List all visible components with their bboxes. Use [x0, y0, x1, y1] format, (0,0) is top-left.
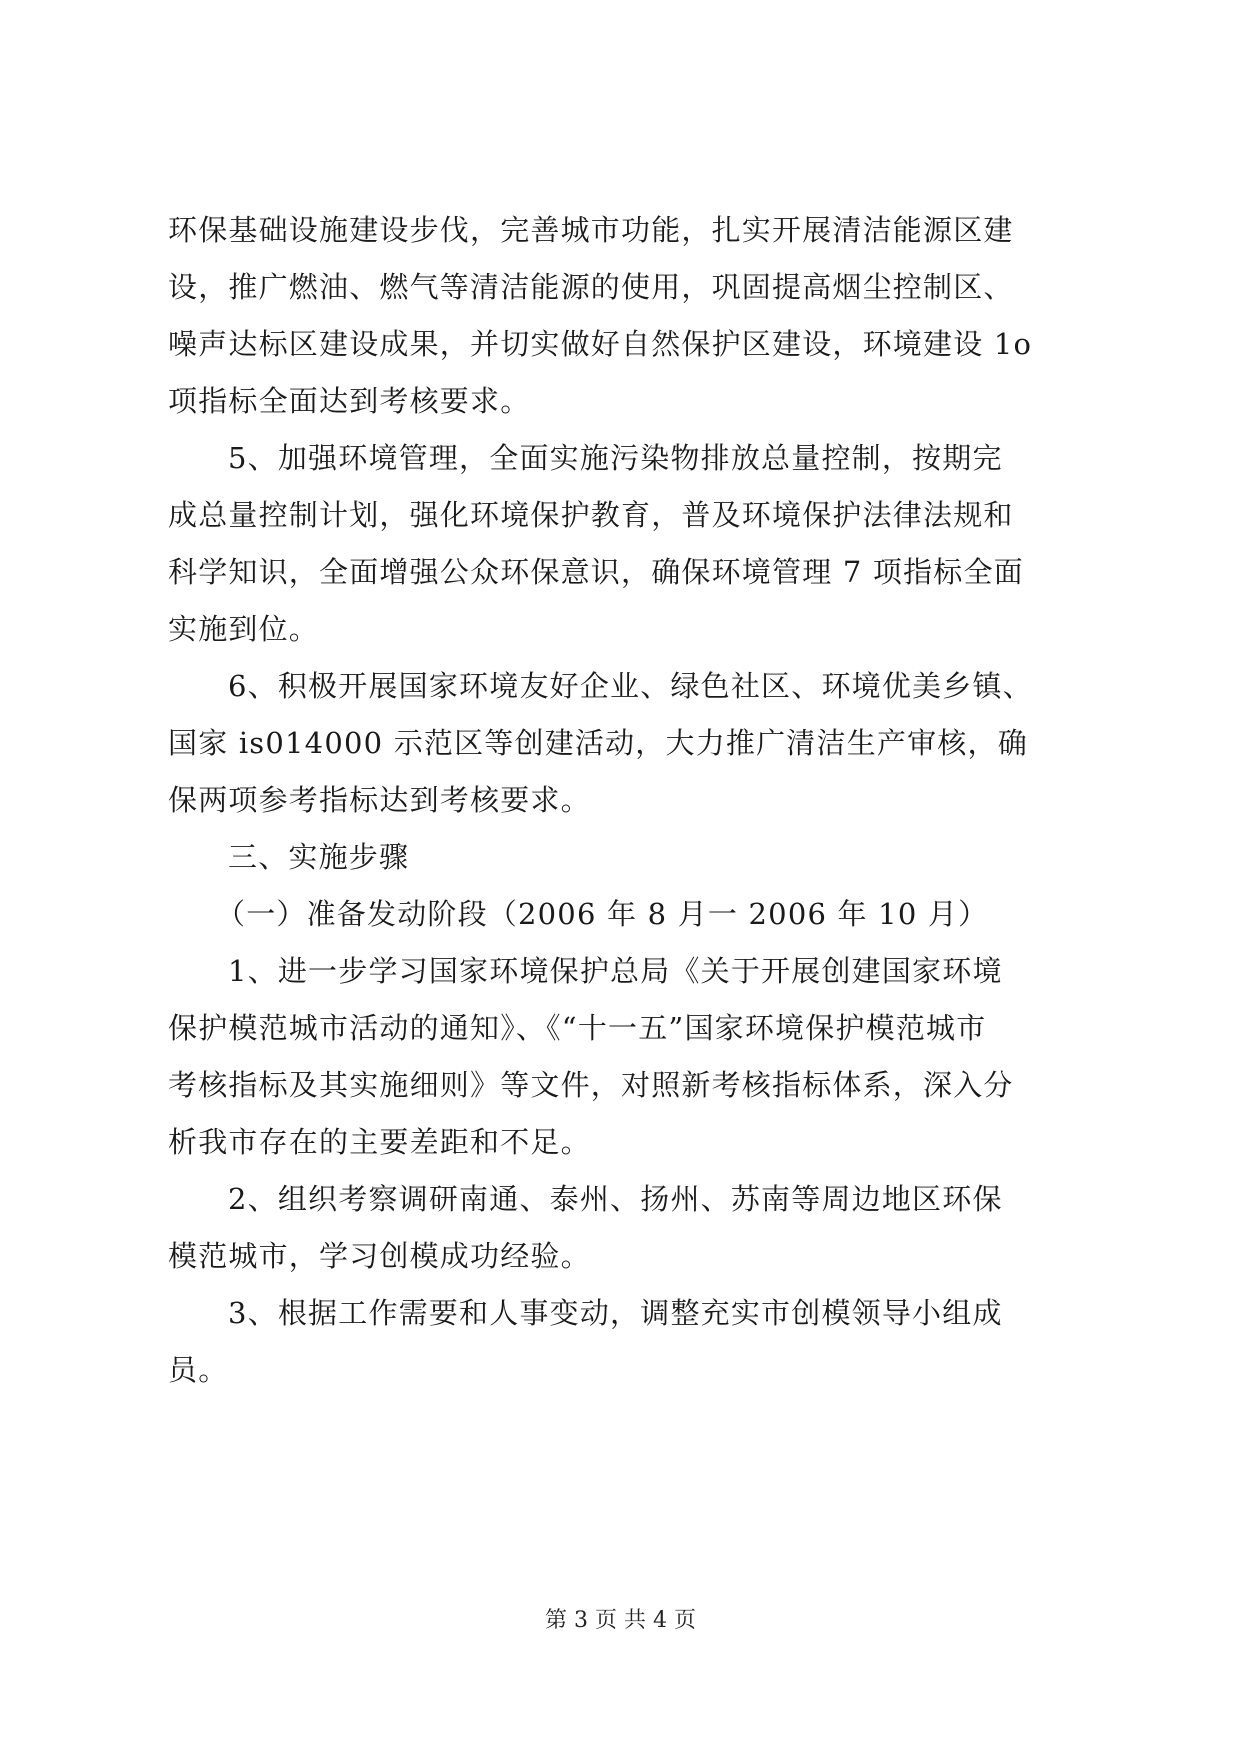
paragraph-first-line: 6、积极开展国家环境友好企业、绿色社区、环境优美乡镇、: [228, 669, 1033, 703]
body-text-line: 考核指标及其实施细则》等文件，对照新考核指标体系，深入分: [168, 1068, 1014, 1102]
body-text-line: 项指标全面达到考核要求。: [168, 384, 531, 418]
body-text-line: 员。: [168, 1353, 229, 1387]
body-text-line: 成总量控制计划，强化环境保护教育，普及环境保护法律法规和: [168, 498, 1014, 532]
body-text-line: 模范城市，学习创模成功经验。: [168, 1239, 591, 1273]
body-text-line: 实施到位。: [168, 612, 320, 646]
body-text-line: 保两项参考指标达到考核要求。: [168, 783, 591, 817]
paragraph-first-line: 1、进一步学习国家环境保护总局《关于开展创建国家环境: [228, 954, 1003, 988]
body-text-line: 保护模范城市活动的通知》、《“十一五”国家环境保护模范城市: [168, 1011, 987, 1045]
paragraph-first-line: 3、根据工作需要和人事变动，调整充实市创模领导小组成: [228, 1296, 1003, 1330]
paragraph-first-line: 5、加强环境管理，全面实施污染物排放总量控制，按期完: [228, 441, 1003, 475]
section-heading: 三、实施步骤: [228, 840, 410, 874]
body-text-line: 国家 is014000 示范区等创建活动，大力推广清洁生产审核，确: [168, 726, 1028, 760]
body-text-line: 科学知识，全面增强公众环保意识，确保环境管理 7 项指标全面: [168, 555, 1024, 589]
body-text-line: 设，推广燃油、燃气等清洁能源的使用，巩固提高烟尘控制区、: [168, 270, 1014, 304]
page-number-footer: 第 3 页 共 4 页: [545, 1608, 696, 1633]
body-text-line: 析我市存在的主要差距和不足。: [168, 1125, 591, 1159]
subsection-heading: （一）准备发动阶段（2006 年 8 月一 2006 年 10 月）: [216, 897, 989, 931]
paragraph-first-line: 2、组织考察调研南通、泰州、扬州、苏南等周边地区环保: [228, 1182, 1003, 1216]
body-text-line: 环保基础设施建设步伐，完善城市功能，扎实开展清洁能源区建: [168, 213, 1014, 247]
body-text-line: 噪声达标区建设成果，并切实做好自然保护区建设，环境建设 1o: [168, 327, 1033, 361]
